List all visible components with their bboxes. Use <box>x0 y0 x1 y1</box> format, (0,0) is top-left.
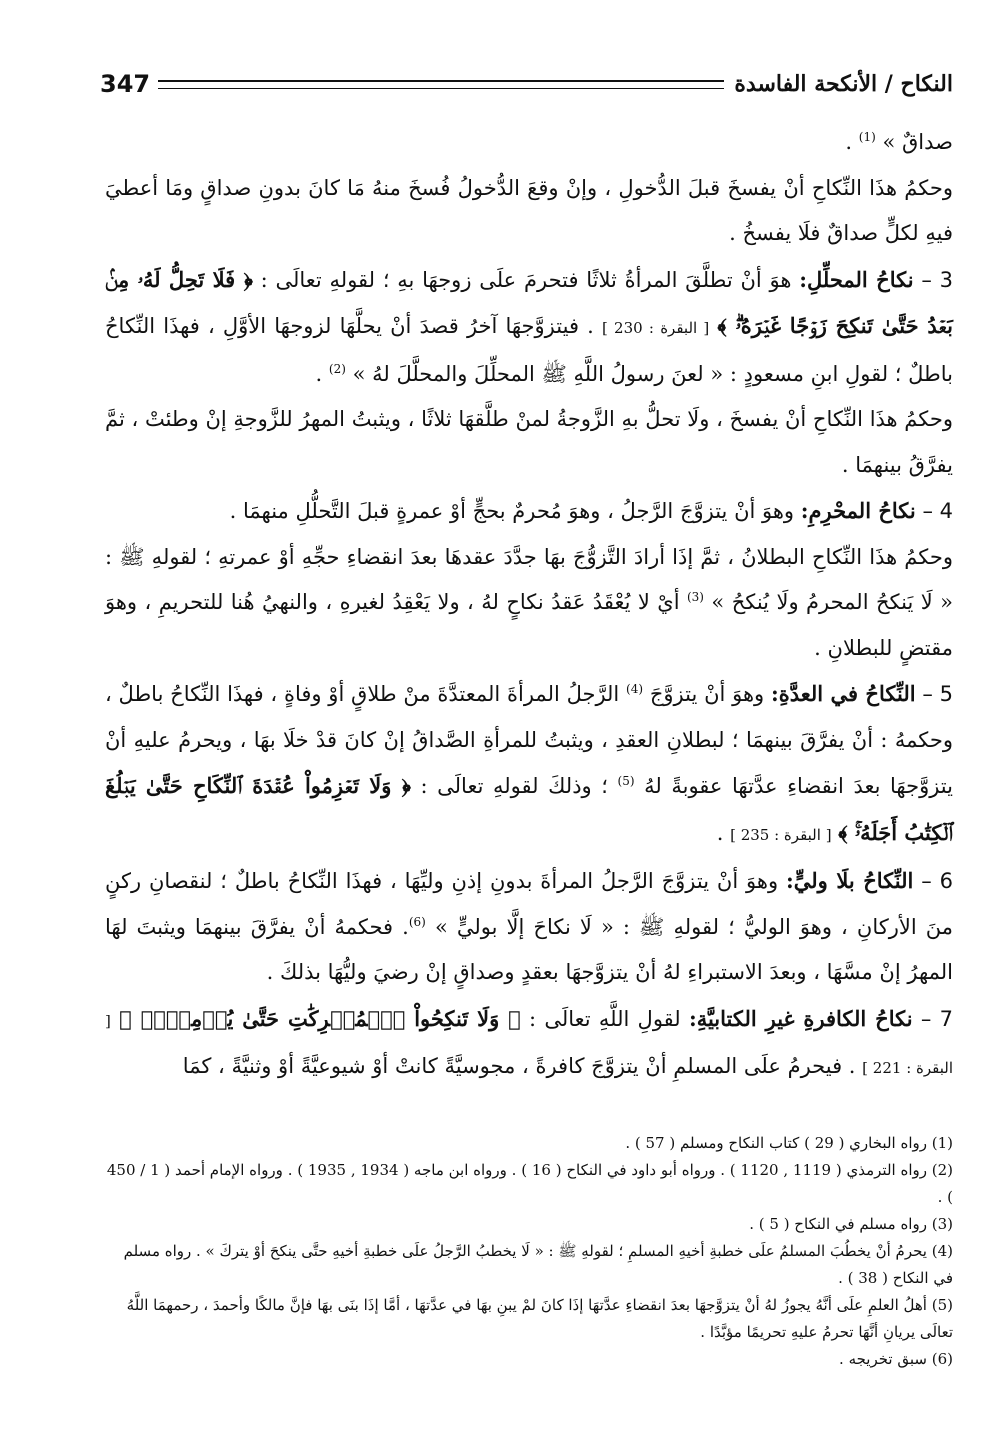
footnote-ref: (3) <box>686 590 704 604</box>
paragraph: 7 – نكاحُ الكافرةِ غيرِ الكتابيَّةِ: لقولِ اللَّهِ تعالَى : ﴿ وَلَا تَنكِحُواْ ٱلۡمُشۡرِكَٰتِ حَتَّىٰ يُؤۡمِنَّۚ ﴾ [ البقرة : 221 ] . فيحرمُ علَى المسلمِ أنْ يتزوَّجَ كافرةً ، مجوسيَّةً كانتْ أوْ شيوعيَّةً أوْ وثنيَّةً ، كمَا <box>105 1005 953 1078</box>
header-rule <box>158 80 724 89</box>
footnote-ref: (4) <box>626 682 644 696</box>
footnote: (2) رواه الترمذي ( 1119 , 1120 ) . ورواه أبو داود في النكاح ( 16 ) . ورواه ابن ماجه ( 1934 , 1935 ) . ورواه الإمام أحمد ( 1 / 450 ) . <box>106 1161 953 1206</box>
item-number: 6 – <box>921 869 953 893</box>
paragraph: 3 – نكاحُ المحلِّلِ: هوَ أنْ تطلَّقَ المرأةُ ثلاثًا فتحرمَ علَى زوجهَا بهِ ؛ لقولهِ تعالَى : ﴿ فَلَا تَحِلُّ لَهُۥ مِنۢ بَعۡدُ حَتَّىٰ تَنكِحَ زَوۡجًا غَيۡرَهُۥۗ ﴾ [ البقرة : 230 ] . فيتزوَّجهَا آخرُ قصدَ أنْ يحلَّهَا لزوجهَا الأوَّلِ ، فهذَا النِّكاحُ باطلٌ ؛ لقولِ ابنِ مسعودٍ : « لعنَ رسولُ اللَّهِ ﷺ المحلِّلَ والمحلَّلَ لهُ » $^{(2)}$ . <box>105 266 953 386</box>
verse-reference: [ البقرة : 235 ] <box>730 825 832 844</box>
item-number: 3 – <box>921 267 953 292</box>
section-term: نكاحُ الكافرةِ غيرِ الكتابيَّةِ: <box>688 1005 913 1031</box>
footnote: (5) أهلُ العلمِ علَى أنَّهُ يجوزُ لهُ أنْ يتزوَّجهَا بعدَ انقضاءِ عدَّتهَا إذَا كانَ لمْ يبنِ بهَا في عدَّتهَا ، أمَّا إذَا بنَى بهَا فإنَّ مالكًا وأحمدَ ، رحمهمَا اللَّهُ تعالَى يريانِ أنَّهَا تحرمُ عليهِ تحريمًا مؤبَّدًا . <box>126 1296 953 1341</box>
page-number: 347 <box>100 70 151 98</box>
paragraph: وحكمُ هذَا النِّكاحِ البطلانُ ، ثمَّ إذَا أرادَ التَّزوُّجَ بهَا جدَّدَ عقدهَا بعدَ انقضاءِ حجِّهِ أوْ عمرتهِ ؛ لقولهِ ﷺ : « لَا يَنكحُ المحرمُ ولَا يُنكحُ » $^{(3)}$ أيْ لا يُعْقَدُ عَقدُ نكاحٍ لهُ ، ولا يَعْقِدُ لغيرهِ ، والنهيُ هُنا للتحريمِ ، وهوَ مقتضٍ للبطلانِ . <box>105 544 953 660</box>
verse-reference: [ البقرة : 230 ] <box>601 319 710 337</box>
quran-verse: ﴿ وَلَا تَعۡزِمُواْ عُقۡدَةَ ٱلنِّكَاحِ حَتَّىٰ يَبۡلُغَ ٱلۡكِتَٰبُ أَجَلَهُۥۚ ﴾ <box>105 773 953 845</box>
footnote-ref: (2) <box>328 361 346 376</box>
footnotes <box>105 1130 953 1373</box>
footnote: (3) رواه مسلم في النكاح ( 5 ) . <box>749 1215 953 1233</box>
paragraph: 5 – النِّكاحُ في العدَّةِ: وهوَ أنْ يتزوَّجَ $^{(4)}$ الرَّجلُ المرأةَ المعتدَّةَ منْ طلاقٍ أوْ وفاةٍ ، فهذَا النِّكاحُ باطلٌ ، وحكمهُ : أنْ يفرَّقَ بينهمَا ؛ لبطلانِ العقدِ ، ويثبتُ للمرأةِ الصَّداقُ إنْ كانَ قدْ خلَا بهَا ، ويحرمُ عليهِ أنْ يتزوَّجهَا بعدَ انقضاءِ عدَّتهَا عقوبةً لهُ $^{(5)}$ ؛ وذلكَ لقولهِ تعالَى : ﴿ وَلَا تَعۡزِمُواْ عُقۡدَةَ ٱلنِّكَاحِ حَتَّىٰ يَبۡلُغَ ٱلۡكِتَٰبُ أَجَلَهُۥۚ ﴾ [ البقرة : 235 ] . <box>105 681 953 845</box>
item-number: 5 – <box>922 682 953 706</box>
section-term: نكاحُ المحلِّلِ: <box>799 266 914 292</box>
section-term: نكاحُ المحْرِمِ: <box>800 498 916 523</box>
section-term: النِّكاحُ بلَا وليٍّ: <box>786 868 914 893</box>
paragraph: وحكمُ هذَا النِّكاحِ أنْ يفسخَ قبلَ الدُّخولِ ، وإنْ وقعَ الدُّخولُ فُسخَ منهُ مَا كانَ بدونِ صداقٍ ومَا أعطيَ فيهِ لكلٍّ صداقٌ فلَا يفسخُ . <box>105 175 953 245</box>
section-term: النِّكاحُ في العدَّةِ: <box>770 681 916 706</box>
paragraph: صداقٌ » $^{(1)}$ . <box>845 130 953 154</box>
paragraph: 4 – نكاحُ المحْرِمِ: وهوَ أنْ يتزوَّجَ الرَّجلُ ، وهوَ مُحرمٌ بحجٍّ أوْ عمرةٍ قبلَ التَّحلُّلِ منهمَا . <box>229 498 953 523</box>
item-number: 7 – <box>920 1006 953 1031</box>
page-header <box>100 64 953 104</box>
quran-verse: ﴿ وَلَا تَنكِحُواْ ٱلۡمُشۡرِكَٰتِ حَتَّىٰ يُؤۡمِنَّۚ ﴾ <box>119 1005 521 1031</box>
paragraph: 6 – النِّكاحُ بلَا وليٍّ: وهوَ أنْ يتزوَّجَ الرَّجلُ المرأةَ بدونِ إذنِ وليِّهَا ، فهذَا النِّكاحُ باطلٌ ؛ لنقصانِ ركنٍ منَ الأركانِ ، وهوَ الوليُّ ؛ لقولهِ ﷺ : « لَا نكاحَ إلَّا بوليٍّ » $^{(6)}$. فحكمهُ أنْ يفرَّقَ بينهمَا ويثبتَ لهَا المهرُ إنْ مسَّهَا ، وبعدَ الاستبراءِ لهُ أنْ يتزوَّجهَا بعقدٍ وصداقٍ إنْ رضيَ وليُّهَا بذلكَ . <box>105 868 953 984</box>
footnote-ref: (5) <box>617 774 635 788</box>
quran-verse: ﴿ فَلَا تَحِلُّ لَهُۥ مِنۢ بَعۡدُ حَتَّىٰ تَنكِحَ زَوۡجًا غَيۡرَهُۥۗ ﴾ <box>105 266 953 338</box>
footnote: (4) يحرمُ أنْ يخطُبَ المسلمُ علَى خطبةِ أخيهِ المسلمِ ؛ لقولهِ ﷺ : « لَا يخطبُ الرَّجلُ علَى خطبةِ أخيهِ حتَّى ينكحَ أوْ يتركَ » . رواه مسلم في النكاح ( 38 ) . <box>123 1242 953 1287</box>
footnote: (1) رواه البخاري ( 29 ) كتاب النكاح ومسلم ( 57 ) . <box>625 1134 953 1152</box>
paragraph: وحكمُ هذَا النِّكاحِ أنْ يفسخَ ، ولَا تحلُّ بهِ الزَّوجةُ لمنْ طلَّقهَا ثلاثًا ، ويثبتُ المهرُ للزَّوجةِ إنْ وطئتْ ، ثمَّ يفرَّقُ بينهمَا . <box>105 407 953 477</box>
footnote: (6) سبق تخريجه . <box>839 1350 953 1368</box>
footnote-ref: (6) <box>408 914 426 929</box>
verse-reference: [ البقرة : 221 ] <box>105 1011 953 1077</box>
main-text <box>105 120 953 1092</box>
footnote-ref: (1) <box>858 130 876 144</box>
chapter-title: النكاح / الأنكحة الفاسدة <box>734 71 953 97</box>
item-number: 4 – <box>922 499 953 523</box>
